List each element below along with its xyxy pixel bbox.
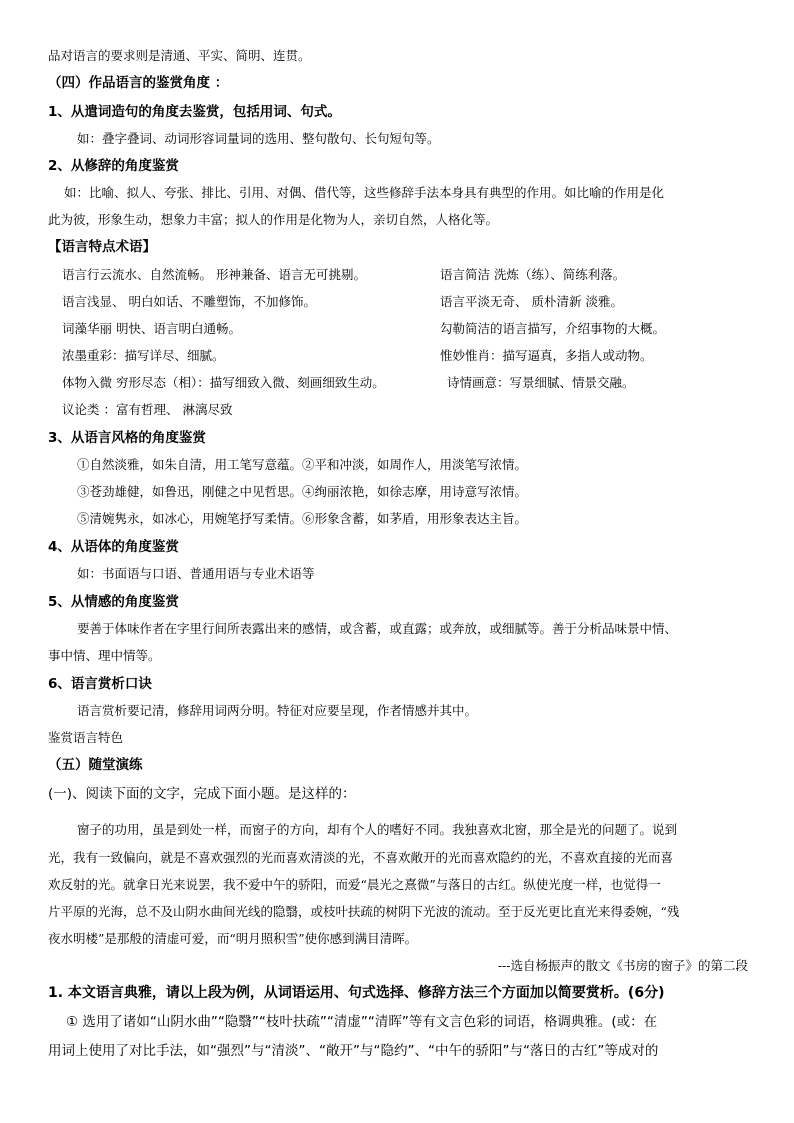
term-item: 议论类 ：富有哲理、 淋漓尽致 [62, 402, 233, 417]
passage-line: 夜水明楼”是那般的清虚可爱，而“明月照积雪”使你感到满目清晖。 [48, 931, 418, 946]
text-line: 品对语言的要求则是清通、平实、简明、连贯。 [48, 48, 311, 63]
passage-line: 片平原的光海，总不及山阴水曲间光线的隐翳，或枝叶扶疏的树阴下光波的流动。至于反光更比直光来得委婉，“残 [48, 904, 680, 919]
passage-line: 窗子的功用，虽是到处一样，而窗子的方向，却有个人的嗜好不同。我独喜欢北窗，那全是光的问题了。说到 [77, 822, 678, 837]
term-item: 诗情画意：写景细腻、情景交融。 [447, 375, 635, 390]
subsection-heading: 4、从语体的角度鉴赏 [48, 539, 179, 555]
style-item: ①自然淡雅，如朱自清，用工笔写意蕴。②平和冲淡，如周作人，用淡笔写浓情。 [77, 457, 528, 472]
style-item: ⑤清婉隽永，如冰心，用婉笔抒写柔情。⑥形象含蓄，如茅盾，用形象表达主旨。 [77, 511, 528, 526]
text-line: 事中情、理中情等。 [48, 648, 161, 663]
text-line: 此为彼，形象生动，想象力丰富；拟人的作用是化物为人，亲切自然，人格化等。 [48, 212, 499, 227]
passage-line: 欢反射的光。就拿日光来说罢，我不爱中午的骄阳，而爱“晨光之熹微”与落日的古红。纵使光度一样，也觉得一 [48, 877, 661, 892]
question-1: 1. 本文语言典雅，请以上段为例，从词语运用、句式选择、修辞方法三个方面加以简要赏析。(6分) [48, 985, 665, 1001]
term-item: 浓墨重彩：描写详尽、细腻。 [62, 348, 225, 363]
text-line: 语言赏析要记清，修辞用词两分明。特征对应要呈现，作者情感并其中。 [77, 703, 478, 718]
text-line: 要善于体味作者在字里行间所表露出来的感情，或含蓄，或直露；或奔放，或细腻等。善于分析品味景中情、 [77, 621, 678, 636]
subsection-heading: 3、从语言风格的角度鉴赏 [48, 430, 206, 446]
passage-line: 光，我有一致偏向，就是不喜欢强烈的光而喜欢清淡的光，不喜欢敞开的光而喜欢隐约的光，不喜欢直接的光而喜 [48, 850, 674, 865]
answer-line: 用词上使用了对比手法，如“强烈”与“清淡”、“敞开”与“隐约”、“中午的骄阳”与“落日的古红”等成对的 [48, 1043, 659, 1059]
section-heading: （五）随堂演练 [48, 757, 143, 773]
text-line: 如：书面语与口语、普通用语与专业术语等 [77, 566, 315, 581]
text-line: 如：叠字叠词、动词形容词量词的选用、整句散句、长句短句等。 [77, 131, 440, 146]
text-line: 鉴赏语言特色 [48, 730, 124, 745]
term-item: 体物入微 穷形尽态（相）：描写细致入微、刻画细致生动。 [62, 375, 385, 390]
term-item: 语言平淡无奇、 质朴清新 淡雅。 [440, 294, 623, 309]
term-item: 词藻华丽 明快、语言明白通畅。 [62, 321, 241, 336]
subsection-heading: 1、从遣词造句的角度去鉴赏，包括用词、句式。 [48, 104, 341, 120]
subsection-heading: 5、从情感的角度鉴赏 [48, 594, 179, 610]
reading-instruction: (一)、阅读下面的文字，完成下面小题。是这样的： [48, 786, 356, 802]
section-heading: （四）作品语言的鉴赏角度 ： [48, 75, 229, 91]
text-line: 如：比喻、拟人、夸张、排比、引用、对偶、借代等，这些修辞手法本身具有典型的作用。如比喻的作用是化 [64, 185, 665, 200]
term-item: 语言浅显、 明白如话、不雕塑饰，不加修饰。 [62, 294, 316, 309]
term-item: 语言行云流水、自然流畅。 形神兼备、语言无可挑剔。 [62, 267, 366, 282]
section-heading: 【语言特点术语】 [48, 239, 156, 255]
term-item: 惟妙惟肖：描写逼真，多指人或动物。 [440, 348, 653, 363]
subsection-heading: 6、语言赏析口诀 [48, 676, 152, 692]
passage-source: ---选自杨振声的散文《书房的窗子》的第二段 [497, 958, 748, 973]
answer-line: ① 选用了诸如“山阴水曲”“隐翳”“枝叶扶疏”“清虚”“清晖”等有文言色彩的词语，格调典雅。(或：在 [66, 1014, 658, 1030]
style-item: ③苍劲雄健，如鲁迅，刚健之中见哲思。④绚丽浓艳，如徐志摩，用诗意写浓情。 [77, 484, 528, 499]
subsection-heading: 2、从修辞的角度鉴赏 [48, 158, 179, 174]
term-item: 勾勒简洁的语言描写，介绍事物的大概。 [440, 321, 666, 336]
term-item: 语言简洁 洗炼（练）、简练利落。 [440, 267, 626, 282]
